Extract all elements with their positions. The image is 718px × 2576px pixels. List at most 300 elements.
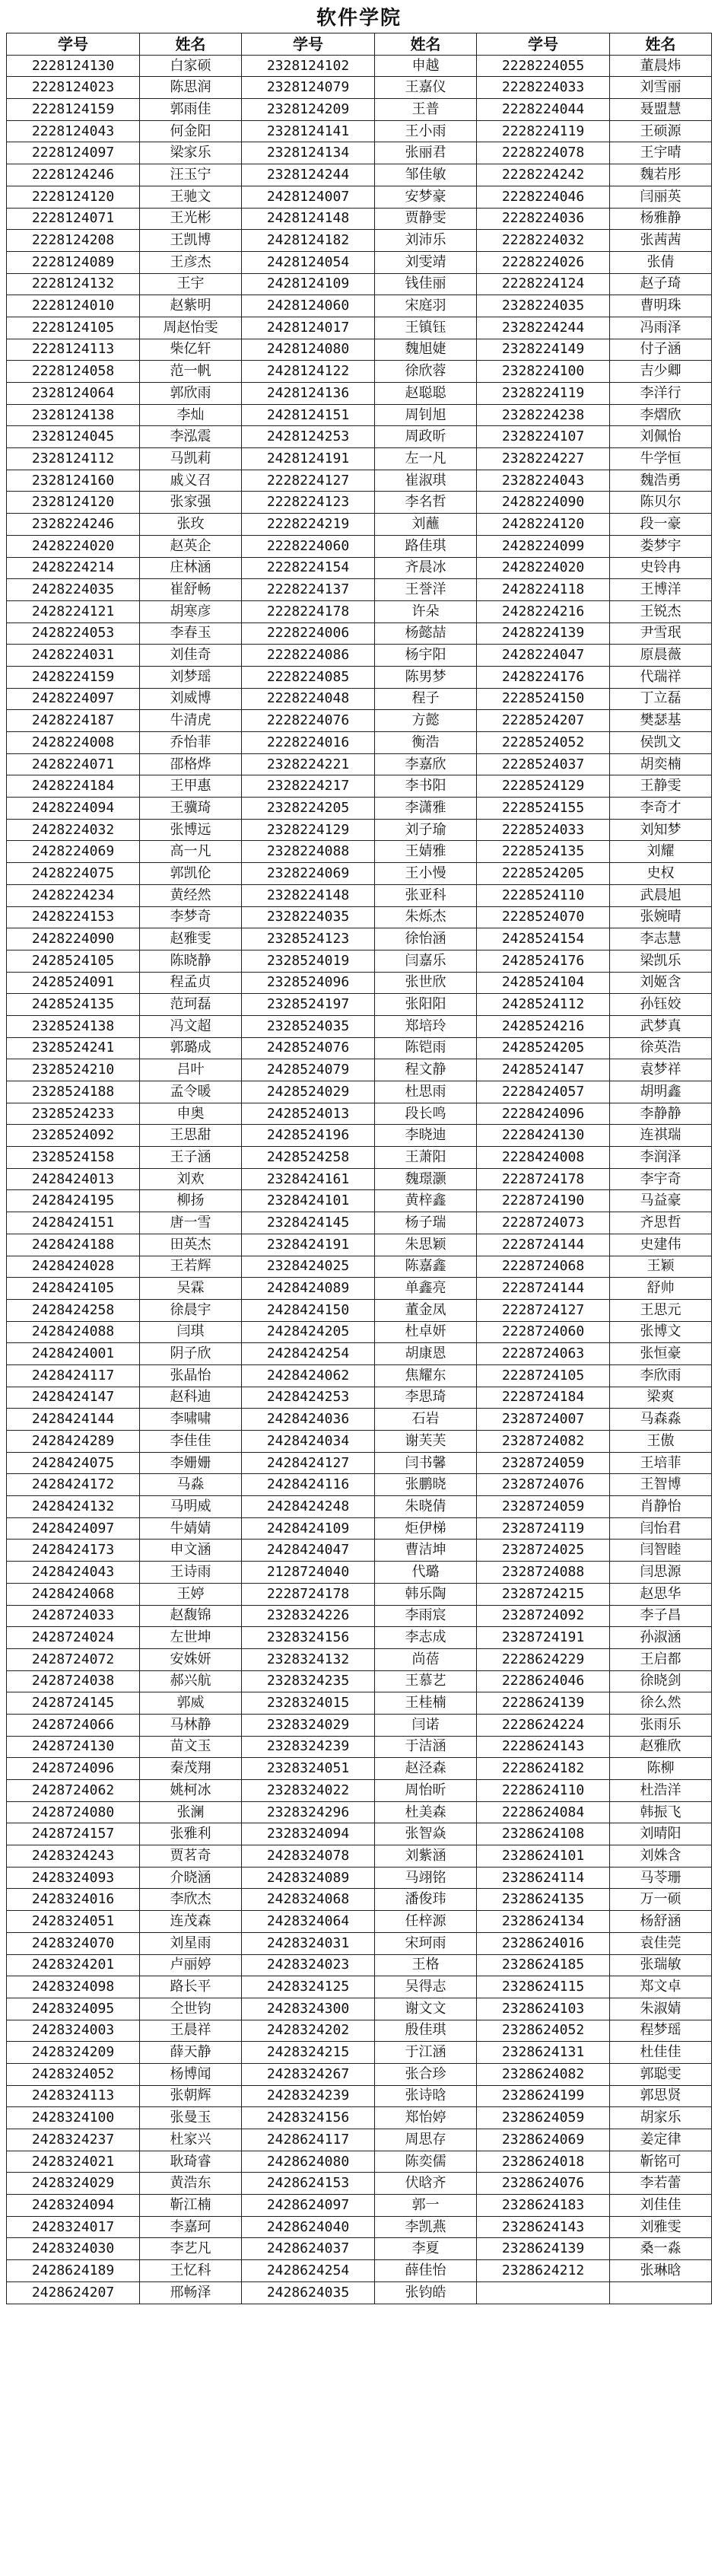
student-id-cell: 2328224149	[477, 339, 610, 361]
student-id-cell: 2428624207	[7, 2281, 140, 2304]
student-name-cell: 万一硕	[610, 1889, 712, 1911]
student-id-cell: 2428424195	[7, 1190, 140, 1212]
student-id-cell: 2428224121	[7, 600, 140, 623]
student-name-cell: 崔淑琪	[375, 470, 477, 492]
student-name-cell: 黄浩东	[140, 2173, 242, 2195]
student-id-cell: 2428324068	[242, 1889, 375, 1911]
student-name-cell: 任梓源	[375, 1911, 477, 1933]
student-name-cell: 宋庭羽	[375, 295, 477, 317]
student-id-cell: 2428424172	[7, 1474, 140, 1496]
student-id-cell: 2428624040	[242, 2216, 375, 2238]
student-name-cell: 桑一淼	[610, 2238, 712, 2260]
student-id-cell: 2328724076	[477, 1474, 610, 1496]
student-name-cell: 王婧雅	[375, 841, 477, 863]
student-name-cell: 介晓涵	[140, 1867, 242, 1889]
student-id-cell: 2228524110	[477, 884, 610, 906]
student-name-cell: 王宇晴	[610, 142, 712, 164]
student-id-cell: 2428524205	[477, 1037, 610, 1059]
student-id-cell: 2228224026	[477, 251, 610, 273]
student-id-cell: 2428224184	[7, 775, 140, 798]
student-name-cell: 宋珂雨	[375, 1932, 477, 1954]
student-id-cell: 2328624114	[477, 1867, 610, 1889]
student-name-cell: 李姗姗	[140, 1452, 242, 1474]
student-name-cell: 郭璐成	[140, 1037, 242, 1059]
student-id-cell: 2428724066	[7, 1714, 140, 1736]
student-name-cell: 张阳阳	[375, 994, 477, 1016]
table-row	[7, 2216, 712, 2238]
student-id-cell: 2228224060	[242, 535, 375, 557]
student-id-cell: 2328324029	[242, 1714, 375, 1736]
table-row	[7, 1692, 712, 1715]
student-id-cell: 2228724178	[477, 1168, 610, 1190]
student-id-cell: 2328524138	[7, 1015, 140, 1037]
student-id-cell: 2328524019	[242, 950, 375, 972]
student-id-cell: 2228224127	[242, 470, 375, 492]
student-name-cell: 闫诺	[375, 1714, 477, 1736]
student-name-cell: 刘耀	[610, 841, 712, 863]
student-id-cell: 2428424028	[7, 1256, 140, 1278]
student-id-cell: 2428224234	[7, 884, 140, 906]
student-id-cell: 2428324156	[242, 2107, 375, 2129]
student-name-cell: 崔舒畅	[140, 579, 242, 601]
student-id-cell: 2328224069	[242, 863, 375, 885]
student-id-cell: 2428724062	[7, 1780, 140, 1802]
student-id-cell: 2228724073	[477, 1212, 610, 1234]
student-id-cell: 2428324239	[242, 2085, 375, 2107]
student-name-cell: 左一凡	[375, 448, 477, 470]
student-id-cell: 2328624069	[477, 2129, 610, 2151]
student-name-cell: 李静静	[610, 1103, 712, 1125]
student-name-cell: 王凯博	[140, 230, 242, 252]
table-row	[7, 1037, 712, 1059]
student-id-cell: 2428424289	[7, 1431, 140, 1453]
student-id-cell: 2428724072	[7, 1648, 140, 1670]
student-id-cell: 2328224043	[477, 470, 610, 492]
table-row	[7, 1758, 712, 1780]
student-name-cell: 张家强	[140, 492, 242, 514]
student-id-cell: 2428124148	[242, 208, 375, 230]
table-row	[7, 600, 712, 623]
table-row	[7, 404, 712, 426]
table-row	[7, 1431, 712, 1453]
student-id-cell: 2328524092	[7, 1125, 140, 1147]
student-name-cell: 朱烁杰	[375, 906, 477, 928]
student-id-cell: 2228224119	[477, 120, 610, 142]
student-id-cell: 2428524135	[7, 994, 140, 1016]
table-row	[7, 1845, 712, 1868]
table-row	[7, 1147, 712, 1169]
student-id-cell: 2428224094	[7, 798, 140, 820]
table-row	[7, 1299, 712, 1321]
student-name-cell: 范一帆	[140, 361, 242, 383]
student-id-cell: 2428224090	[7, 928, 140, 950]
student-id-cell: 2428424188	[7, 1234, 140, 1256]
student-id-cell: 2428724033	[7, 1605, 140, 1627]
table-row	[7, 2020, 712, 2042]
student-name-cell: 袁梦祥	[610, 1059, 712, 1081]
student-name-cell: 李嘉欣	[375, 753, 477, 775]
student-id-cell: 2228224036	[477, 208, 610, 230]
table-row	[7, 1278, 712, 1300]
student-id-cell: 2428324237	[7, 2129, 140, 2151]
student-id-cell: 2328724088	[477, 1562, 610, 1584]
student-name-cell: 周钊旭	[375, 404, 477, 426]
student-id-cell: 2328424191	[242, 1234, 375, 1256]
student-name-cell: 李欣杰	[140, 1889, 242, 1911]
student-name-cell: 苗文玉	[140, 1736, 242, 1758]
student-name-cell: 唐一雪	[140, 1212, 242, 1234]
student-name-cell: 王格	[375, 1954, 477, 1976]
table-row	[7, 753, 712, 775]
student-name-cell: 张晶怡	[140, 1364, 242, 1387]
student-id-cell: 2228724105	[477, 1364, 610, 1387]
student-id-cell: 2228124089	[7, 251, 140, 273]
student-name-cell: 张世欣	[375, 972, 477, 994]
table-row	[7, 2238, 712, 2260]
student-name-cell: 潘俊玮	[375, 1889, 477, 1911]
student-name-cell: 徐怡涵	[375, 928, 477, 950]
student-name-cell: 丁立磊	[610, 688, 712, 710]
student-id-cell: 2228224137	[242, 579, 375, 601]
student-name-cell: 赵雅雯	[140, 928, 242, 950]
student-id-cell: 2428124080	[242, 339, 375, 361]
student-roster-table	[6, 33, 712, 2304]
student-name-cell: 王诗雨	[140, 1562, 242, 1584]
student-name-cell: 赵馥锦	[140, 1605, 242, 1627]
student-id-cell: 2428324089	[242, 1867, 375, 1889]
student-id-cell: 2428224099	[477, 535, 610, 557]
table-row	[7, 884, 712, 906]
student-name-cell: 李奇才	[610, 798, 712, 820]
student-name-cell: 刘姬含	[610, 972, 712, 994]
student-name-cell: 刘紫涵	[375, 1845, 477, 1868]
student-name-cell: 赵科迪	[140, 1387, 242, 1409]
student-name-cell: 王晨祥	[140, 2020, 242, 2042]
student-name-cell: 刘雅雯	[610, 2216, 712, 2238]
student-name-cell: 朱晓倩	[375, 1496, 477, 1518]
student-name-cell: 刘雪丽	[610, 77, 712, 99]
student-id-cell: 2428424043	[7, 1562, 140, 1584]
student-name-cell: 张雨乐	[610, 1714, 712, 1736]
table-row	[7, 1648, 712, 1670]
table-row	[7, 230, 712, 252]
student-id-cell: 2328224238	[477, 404, 610, 426]
table-row	[7, 1364, 712, 1387]
student-name-cell: 陈铠雨	[375, 1037, 477, 1059]
student-name-cell: 齐晨冰	[375, 557, 477, 579]
student-id-cell: 2328124120	[7, 492, 140, 514]
student-name-cell: 张澜	[140, 1801, 242, 1823]
student-id-cell: 2228524037	[477, 753, 610, 775]
table-row	[7, 1474, 712, 1496]
student-id-cell: 2428324003	[7, 2020, 140, 2042]
student-name-cell: 李名哲	[375, 492, 477, 514]
student-id-cell: 2428724080	[7, 1801, 140, 1823]
student-id-cell: 2428424034	[242, 1431, 375, 1453]
student-id-cell: 2328624185	[477, 1954, 610, 1976]
student-id-cell: 2328624139	[477, 2238, 610, 2260]
table-row	[7, 950, 712, 972]
table-row	[7, 448, 712, 470]
student-name-cell: 李晓迪	[375, 1125, 477, 1147]
student-name-cell: 王彦杰	[140, 251, 242, 273]
student-id-cell: 2328424101	[242, 1190, 375, 1212]
student-id-cell: 2228524135	[477, 841, 610, 863]
student-name-cell: 申奥	[140, 1103, 242, 1125]
student-name-cell: 马凯莉	[140, 448, 242, 470]
student-id-cell: 2228124246	[7, 164, 140, 186]
student-name-cell: 武晨旭	[610, 884, 712, 906]
student-id-cell: 2428424147	[7, 1387, 140, 1409]
student-name-cell: 赵英企	[140, 535, 242, 557]
student-name-cell: 张曼玉	[140, 2107, 242, 2129]
student-id-cell: 2228224124	[477, 273, 610, 295]
student-name-cell: 王启都	[610, 1648, 712, 1670]
student-id-cell: 2428224159	[7, 666, 140, 688]
student-name-cell: 靳江楠	[140, 2195, 242, 2217]
student-name-cell: 侯凯文	[610, 732, 712, 754]
student-name-cell: 王智博	[610, 1474, 712, 1496]
student-id-cell: 2428324029	[7, 2173, 140, 2195]
table-row	[7, 1540, 712, 1562]
student-name-cell: 徐欣蓉	[375, 361, 477, 383]
student-name-cell: 李欣雨	[610, 1364, 712, 1387]
student-id-cell: 2228124208	[7, 230, 140, 252]
student-id-cell	[477, 2281, 610, 2304]
student-name-cell: 牛学恒	[610, 448, 712, 470]
student-id-cell: 2428424144	[7, 1409, 140, 1431]
table-row	[7, 906, 712, 928]
student-name-cell: 焦耀东	[375, 1364, 477, 1387]
student-id-cell: 2428424062	[242, 1364, 375, 1387]
student-name-cell: 肖静怡	[610, 1496, 712, 1518]
student-id-cell: 2328324296	[242, 1801, 375, 1823]
student-id-cell: 2228224076	[242, 710, 375, 732]
student-name-cell: 周政昕	[375, 426, 477, 448]
student-name-cell: 闫嘉乐	[375, 950, 477, 972]
student-name-cell: 李泓震	[140, 426, 242, 448]
student-name-cell: 张博远	[140, 819, 242, 841]
student-name-cell: 秦茂翔	[140, 1758, 242, 1780]
student-id-cell: 2228224242	[477, 164, 610, 186]
student-name-cell: 王誉洋	[375, 579, 477, 601]
table-row	[7, 2129, 712, 2151]
table-header-row	[7, 33, 712, 56]
student-id-cell: 2428324023	[242, 1954, 375, 1976]
table-row	[7, 2085, 712, 2107]
student-name-cell: 史权	[610, 863, 712, 885]
student-id-cell: 2228724184	[477, 1387, 610, 1409]
student-id-cell: 2228724190	[477, 1190, 610, 1212]
student-id-cell: 2428324070	[7, 1932, 140, 1954]
student-name-cell: 杜浩洋	[610, 1780, 712, 1802]
table-row	[7, 383, 712, 405]
student-id-cell: 2228624229	[477, 1648, 610, 1670]
student-name-cell: 董晨炜	[610, 55, 712, 77]
student-id-cell: 2428624189	[7, 2260, 140, 2282]
student-id-cell: 2428724157	[7, 1823, 140, 1845]
student-name-cell: 魏旭婕	[375, 339, 477, 361]
student-name-cell: 刘星雨	[140, 1932, 242, 1954]
student-id-cell: 2328124134	[242, 142, 375, 164]
student-name-cell: 闫怡君	[610, 1517, 712, 1540]
student-name-cell: 王普	[375, 99, 477, 121]
student-id-cell: 2428524076	[242, 1037, 375, 1059]
student-name-cell: 杜佳佳	[610, 2042, 712, 2064]
student-name-cell: 陈晓静	[140, 950, 242, 972]
student-name-cell: 闫琪	[140, 1321, 242, 1343]
table-row	[7, 535, 712, 557]
student-name-cell: 徐晨宇	[140, 1299, 242, 1321]
student-id-cell: 2428224216	[477, 600, 610, 623]
table-row	[7, 426, 712, 448]
student-name-cell: 周怡昕	[375, 1780, 477, 1802]
student-name-cell: 刘佳佳	[610, 2195, 712, 2217]
student-name-cell: 陈贝尔	[610, 492, 712, 514]
student-name-cell: 王思甜	[140, 1125, 242, 1147]
student-id-cell: 2328624016	[477, 1932, 610, 1954]
table-row	[7, 142, 712, 164]
column-header-name: 姓名	[610, 33, 712, 56]
student-id-cell: 2328624103	[477, 1998, 610, 2020]
student-id-cell: 2228124105	[7, 317, 140, 339]
student-name-cell: 王驰文	[140, 186, 242, 208]
table-row	[7, 1627, 712, 1649]
student-name-cell: 程孟贞	[140, 972, 242, 994]
student-name-cell: 李熠欣	[610, 404, 712, 426]
student-name-cell: 衡浩	[375, 732, 477, 754]
student-name-cell: 张茜茜	[610, 230, 712, 252]
student-name-cell: 程子	[375, 688, 477, 710]
table-row	[7, 1954, 712, 1976]
student-id-cell: 2328624059	[477, 2107, 610, 2129]
student-name-cell: 张婉晴	[610, 906, 712, 928]
student-name-cell: 代璐	[375, 1562, 477, 1584]
table-row	[7, 1409, 712, 1431]
student-id-cell: 2328324022	[242, 1780, 375, 1802]
student-id-cell: 2328124112	[7, 448, 140, 470]
table-row	[7, 2281, 712, 2304]
student-id-cell: 2428224139	[477, 623, 610, 645]
student-id-cell: 2428424088	[7, 1321, 140, 1343]
student-id-cell: 2228524033	[477, 819, 610, 841]
student-id-cell: 2428324243	[7, 1845, 140, 1868]
student-id-cell: 2428424173	[7, 1540, 140, 1562]
student-name-cell: 陈奕儒	[375, 2151, 477, 2173]
student-name-cell: 王思元	[610, 1299, 712, 1321]
student-id-cell: 2228724144	[477, 1234, 610, 1256]
student-name-cell: 王博洋	[610, 579, 712, 601]
table-row	[7, 1103, 712, 1125]
student-id-cell: 2328524188	[7, 1081, 140, 1103]
column-header-student-id: 学号	[477, 33, 610, 56]
student-name-cell: 刘威博	[140, 688, 242, 710]
student-id-cell: 2328424161	[242, 1168, 375, 1190]
student-id-cell: 2428324094	[7, 2195, 140, 2217]
student-name-cell: 钱佳丽	[375, 273, 477, 295]
table-row	[7, 1867, 712, 1889]
student-name-cell: 张合珍	[375, 2063, 477, 2085]
student-id-cell: 2328124138	[7, 404, 140, 426]
student-id-cell: 2428324113	[7, 2085, 140, 2107]
table-row	[7, 1256, 712, 1278]
student-id-cell: 2228524150	[477, 688, 610, 710]
student-id-cell: 2328624131	[477, 2042, 610, 2064]
student-name-cell: 郝兴航	[140, 1670, 242, 1692]
student-id-cell: 2428524079	[242, 1059, 375, 1081]
student-name-cell: 段长鸣	[375, 1103, 477, 1125]
student-id-cell: 2328624108	[477, 1823, 610, 1845]
table-row	[7, 1911, 712, 1933]
table-row	[7, 1234, 712, 1256]
student-id-cell: 2428224031	[7, 645, 140, 667]
student-id-cell: 2428424089	[242, 1278, 375, 1300]
table-row	[7, 1583, 712, 1605]
student-name-cell: 王婷	[140, 1583, 242, 1605]
student-name-cell: 伏晗齐	[375, 2173, 477, 2195]
student-id-cell: 2428524112	[477, 994, 610, 1016]
student-id-cell: 2328624183	[477, 2195, 610, 2217]
student-name-cell: 郭凯伦	[140, 863, 242, 885]
table-row	[7, 1125, 712, 1147]
student-name-cell: 王培菲	[610, 1452, 712, 1474]
student-id-cell: 2428124122	[242, 361, 375, 383]
student-name-cell: 连茂森	[140, 1911, 242, 1933]
student-name-cell: 马翊铭	[375, 1867, 477, 1889]
student-id-cell: 2228224085	[242, 666, 375, 688]
student-id-cell: 2428124017	[242, 317, 375, 339]
student-id-cell: 2428324095	[7, 1998, 140, 2020]
student-name-cell: 牛婧婧	[140, 1517, 242, 1540]
student-name-cell: 刘佳奇	[140, 645, 242, 667]
student-id-cell: 2228424008	[477, 1147, 610, 1169]
table-row	[7, 1387, 712, 1409]
student-name-cell: 娄梦宇	[610, 535, 712, 557]
student-id-cell: 2428424036	[242, 1409, 375, 1431]
student-id-cell: 2428224120	[477, 514, 610, 536]
student-name-cell: 张雅利	[140, 1823, 242, 1845]
student-id-cell: 2428324267	[242, 2063, 375, 2085]
student-name-cell: 杜家兴	[140, 2129, 242, 2151]
student-name-cell: 张诗晗	[375, 2085, 477, 2107]
student-id-cell: 2428224069	[7, 841, 140, 863]
student-name-cell: 杨宇阳	[375, 645, 477, 667]
student-name-cell: 李子昌	[610, 1605, 712, 1627]
table-row	[7, 1190, 712, 1212]
student-name-cell: 郑文卓	[610, 1976, 712, 1998]
student-id-cell: 2328624052	[477, 2020, 610, 2042]
student-id-cell: 2328324132	[242, 1648, 375, 1670]
student-name-cell: 安梦豪	[375, 186, 477, 208]
student-name-cell: 孙钰姣	[610, 994, 712, 1016]
student-name-cell: 魏璟灏	[375, 1168, 477, 1190]
table-row	[7, 1562, 712, 1584]
student-name-cell: 王萧阳	[375, 1147, 477, 1169]
student-id-cell: 2428424116	[242, 1474, 375, 1496]
student-id-cell: 2228624139	[477, 1692, 610, 1715]
student-id-cell: 2428524176	[477, 950, 610, 972]
student-name-cell: 闫智睦	[610, 1540, 712, 1562]
student-name-cell: 李艺凡	[140, 2238, 242, 2260]
student-name-cell: 李若蕾	[610, 2173, 712, 2195]
student-name-cell: 郭一	[375, 2195, 477, 2217]
student-name-cell: 闫丽英	[610, 186, 712, 208]
student-name-cell: 李潇雅	[375, 798, 477, 820]
student-id-cell: 2428224008	[7, 732, 140, 754]
student-name-cell: 赵思华	[610, 1583, 712, 1605]
student-id-cell: 2428624097	[242, 2195, 375, 2217]
student-name-cell: 李志慧	[610, 928, 712, 950]
